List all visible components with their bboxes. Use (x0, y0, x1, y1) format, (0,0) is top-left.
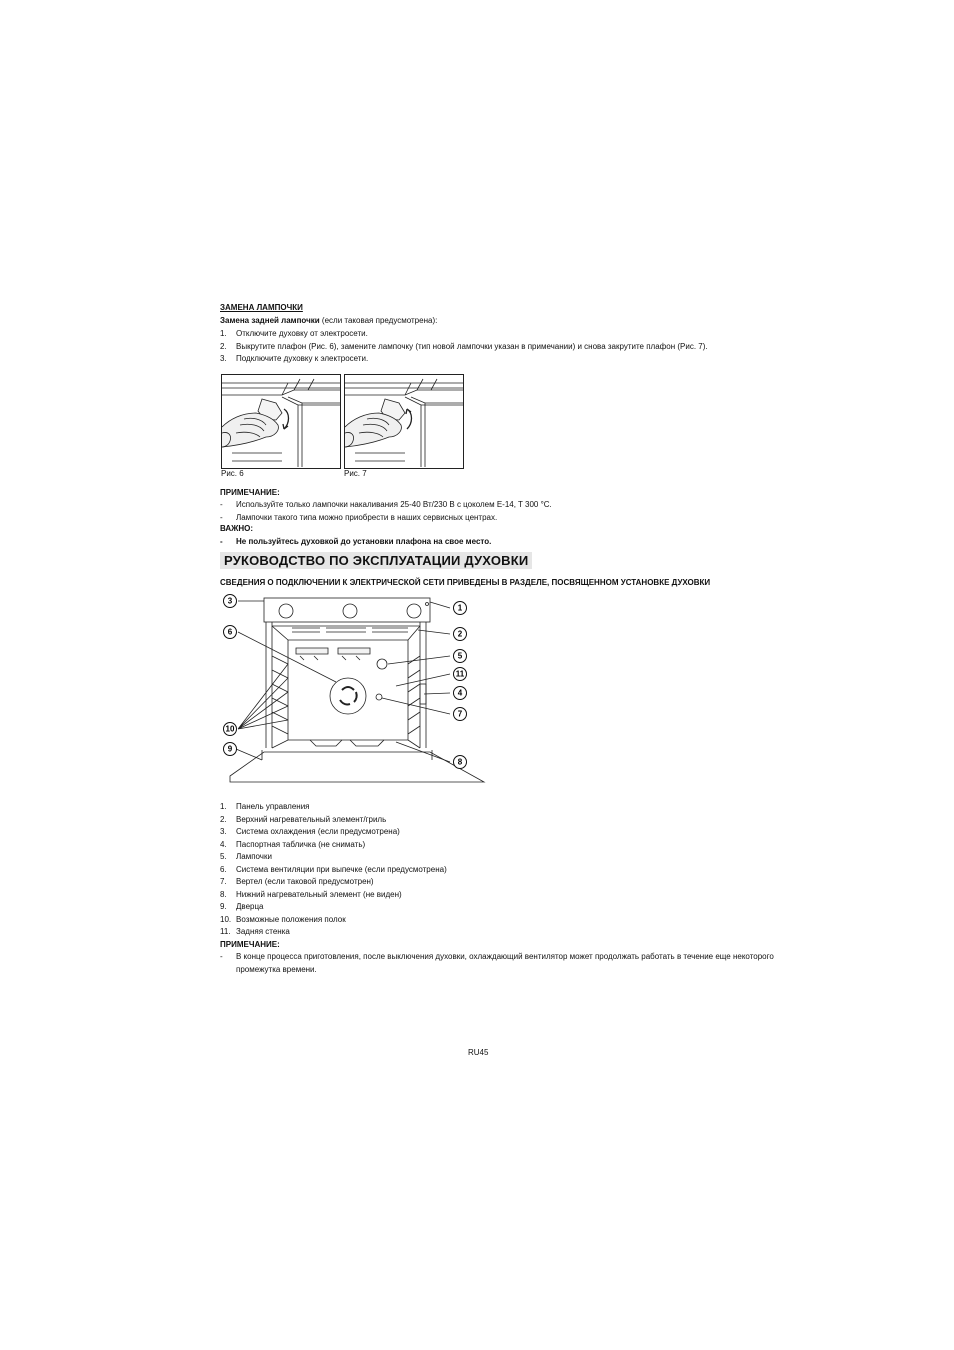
svg-text:2: 2 (457, 629, 463, 639)
callout-3 (224, 595, 237, 608)
lamp-unscrew-illustration (222, 375, 340, 468)
svg-text:9: 9 (227, 744, 233, 754)
guide-note-line-2: промежутка времени. (236, 965, 317, 974)
lamp-icon (377, 659, 387, 669)
callout-5 (454, 650, 467, 663)
callout-11 (454, 668, 467, 681)
figure-6-illustration (221, 374, 341, 469)
oven-diagram (218, 590, 490, 800)
lamp-important-title: ВАЖНО: (220, 524, 254, 533)
spit-socket-icon (376, 694, 382, 700)
guide-subtitle: СВЕДЕНИЯ О ПОДКЛЮЧЕНИИ К ЭЛЕКТРИЧЕСКОЙ СЕТИ ПРИВЕДЕНЫ В РАЗДЕЛЕ, ПОСВЯЩЕННОМ УСТАНОВКЕ ДУХОВКИ (220, 578, 711, 587)
svg-text:5: 5 (457, 651, 463, 661)
lamp-section-title: ЗАМЕНА ЛАМПОЧКИ (220, 303, 303, 312)
callout-7 (454, 708, 467, 721)
callout-6 (224, 626, 237, 639)
guide-note-line-1: В конце процесса приготовления, после выключения духовки, охлаждающий вентилятор может продолжать работать в течение еще некоторого (236, 952, 774, 961)
figure-7-caption: Рис. 7 (344, 469, 367, 478)
fan-icon (330, 678, 366, 714)
callout-1 (454, 602, 467, 615)
svg-text:7: 7 (457, 709, 463, 719)
svg-text:10: 10 (225, 724, 235, 734)
manual-page: ЗАМЕНА ЛАМПОЧКИ Замена задней лампочки (если таковая предусмотрена): 1. Отключите духовку от электросети. 2. Выкрутите плафон (Рис. 6), замените лампочку (тип новой лампочки указан в примечании) и снова закрутите плафон (Рис. 7). 3. Подключите духовку к электросети. Рис. 6 Рис. 7 ПРИМЕЧАНИЕ: - Используйте только лампочки накаливания 25-40 Вт/230 В с цоколем E-14, T 300 °C. - Лампочки такого типа можно приобрести в наших сервисных центрах. ВАЖНО: - Не пользуйтесь духовкой до установки плафона на свое место. РУКОВОДСТВО ПО ЭКСПЛУАТАЦИИ ДУХОВКИ СВЕДЕНИЯ О ПОДКЛЮЧЕНИИ К ЭЛЕКТРИЧЕСКОЙ СЕТИ ПРИВЕДЕНЫ В РАЗДЕЛЕ, ПОСВЯЩЕННОМ УСТАНОВКЕ ДУХОВКИ 3 1 6 2 5 11 4 7 10 9 8 1. Панель управления 2. Верхний нагревательный элемент/гриль 3. Система охлаждения (если предусмотрена) 4. Паспортная табличка (не снимать) 5. Лампочки 6. Система вентиляции при выпечке (если предусмотрена) 7. Вертел (если таковой предусмотрен) 8. Нижний нагревательный элемент (не виден) 9. Дверца 10. Возможные положения полок 11. Задняя стенка ПРИМЕЧАНИЕ: - В конце процесса приготовления, после выключения духовки, охлаждающий вентилятор может продолжать работать в течение еще некоторого промежутка времени. RU45 (0, 0, 954, 1350)
lamp-subtitle-bold: Замена задней лампочки (220, 316, 320, 325)
control-panel-shape (264, 598, 430, 622)
svg-text:1: 1 (457, 603, 463, 613)
svg-text:4: 4 (457, 688, 463, 698)
svg-text:11: 11 (455, 669, 465, 679)
figure-7-illustration (344, 374, 464, 469)
guide-section-title: РУКОВОДСТВО ПО ЭКСПЛУАТАЦИИ ДУХОВКИ (220, 552, 532, 569)
svg-text:6: 6 (227, 627, 233, 637)
page-number: RU45 (468, 1048, 489, 1057)
guide-note-dash: - (220, 952, 223, 961)
callout-8 (454, 756, 467, 769)
lamp-note-title: ПРИМЕЧАНИЕ: (220, 488, 280, 497)
svg-text:3: 3 (227, 596, 233, 606)
callout-10 (224, 723, 237, 736)
lamp-subtitle-rest: (если таковая предусмотрена): (319, 316, 438, 325)
figure-6-caption: Рис. 6 (221, 469, 244, 478)
guide-note-title: ПРИМЕЧАНИЕ: (220, 940, 280, 949)
callout-4 (454, 687, 467, 700)
lamp-subtitle (220, 315, 437, 328)
lamp-screw-illustration (345, 375, 463, 468)
callout-2 (454, 628, 467, 641)
callout-9 (224, 743, 237, 756)
svg-text:8: 8 (457, 757, 463, 767)
